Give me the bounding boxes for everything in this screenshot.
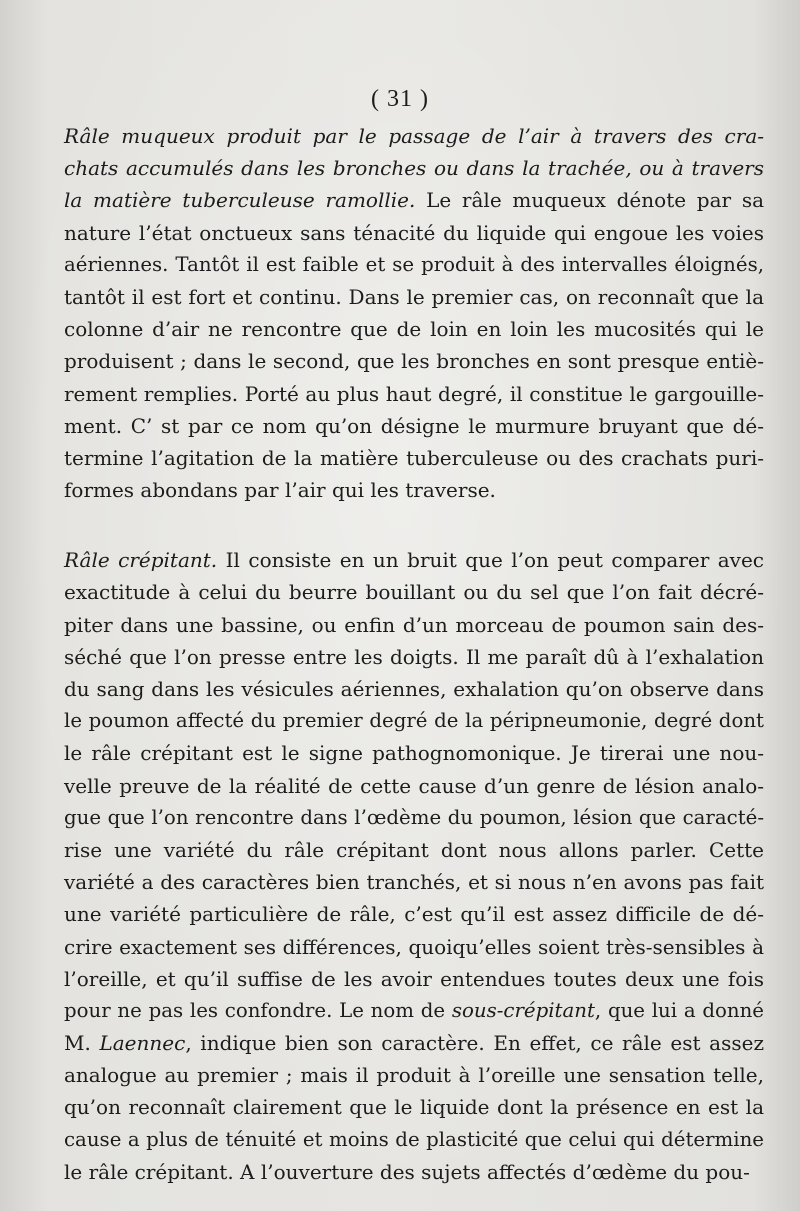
paragraph bbox=[64, 120, 764, 506]
text-line bbox=[64, 184, 764, 216]
text-run: variété a des caractères bien tranchés, et si nous n’en avons pas fait bbox=[64, 870, 764, 895]
text-run: tantôt il est fort et continu. Dans le premier cas, on reconnaît que la bbox=[64, 284, 764, 309]
text-line bbox=[64, 866, 764, 898]
text-line bbox=[64, 1156, 764, 1188]
text-line bbox=[64, 705, 764, 737]
text-run: l’oreille, et qu’il suffise de les avoir entendues toutes deux une fois bbox=[64, 966, 764, 991]
italic-text: la matière tuberculeuse ramollie. bbox=[64, 188, 416, 213]
text-line bbox=[64, 474, 764, 506]
text-run: piter dans une bassine, ou enfin d’un morceau de poumon sain des- bbox=[64, 612, 764, 637]
text-line bbox=[64, 641, 764, 673]
text-run: rise une variété du râle crépitant dont nous allons parler. Cette bbox=[64, 837, 764, 862]
text-run: aériennes. Tantôt il est faible et se produit à des intervalles éloignés, bbox=[64, 252, 764, 276]
text-line bbox=[64, 898, 764, 930]
text-line bbox=[64, 995, 764, 1027]
text-run: exactitude à celui du beurre bouillant ou du sel que l’on fait décré- bbox=[64, 580, 764, 605]
italic-text: chats accumulés dans les bronches ou dans la trachée, ou à travers bbox=[64, 156, 764, 181]
text-run: termine l’agitation de la matière tuberculeuse ou des crachats puri- bbox=[64, 445, 764, 470]
text-line bbox=[64, 609, 764, 641]
text-line bbox=[64, 737, 764, 769]
italic-text: Laennec bbox=[99, 1031, 186, 1056]
italic-text: sous-crépitant bbox=[451, 998, 595, 1022]
text-line bbox=[64, 442, 764, 474]
text-run: , indique bien son caractère. En effet, ce râle est assez bbox=[185, 1031, 764, 1056]
paragraph bbox=[64, 544, 764, 1188]
text-run: une variété particulière de râle, c’est qu’il est assez difficile de dé- bbox=[64, 902, 764, 927]
text-run: rement remplies. Porté au plus haut degré, il constitue le gargouille- bbox=[64, 381, 764, 406]
text-line bbox=[64, 1027, 764, 1059]
text-line bbox=[64, 410, 764, 442]
text-line bbox=[64, 770, 764, 802]
paragraph-gap bbox=[64, 506, 764, 544]
italic-text: Râle muqueux produit par le passage de l’air à travers des cra- bbox=[64, 124, 764, 148]
text-run: qu’on reconnaît clairement que le liquide dont la présence en est la bbox=[64, 1095, 764, 1120]
text-line bbox=[64, 576, 764, 608]
text-run: crire exactement ses différences, quoiqu’elles soient très-sensibles à bbox=[64, 934, 764, 959]
text-line bbox=[64, 931, 764, 963]
text-run: pour ne pas les confondre. Le nom de bbox=[64, 998, 452, 1022]
text-line bbox=[64, 1124, 764, 1156]
text-run: séché que l’on presse entre les doigts. Il me paraît dû à l’exhalation bbox=[64, 644, 764, 669]
text-run: nature l’état onctueux sans ténacité du liquide qui engoue les voies bbox=[64, 220, 764, 245]
text-run: gue que l’on rencontre dans l’œdème du poumon, lésion que caracté- bbox=[64, 805, 764, 829]
text-run: produisent ; dans le second, que les bronches en sont presque entiè- bbox=[64, 349, 764, 374]
text-line bbox=[64, 217, 764, 249]
text-line bbox=[64, 378, 764, 410]
text-run: M. bbox=[64, 1031, 100, 1056]
page-body bbox=[64, 120, 764, 1188]
text-line bbox=[64, 963, 764, 995]
text-run: colonne d’air ne rencontre que de loin en loin les mucosités qui le bbox=[64, 317, 764, 342]
text-line bbox=[64, 1091, 764, 1123]
text-line bbox=[64, 281, 764, 313]
text-line bbox=[64, 345, 764, 377]
text-run: le poumon affecté du premier degré de la péripneumonie, degré dont bbox=[64, 709, 764, 733]
text-line bbox=[64, 802, 764, 834]
text-run: velle preuve de la réalité de cette cause d’un genre de lésion analo- bbox=[64, 773, 764, 798]
text-run: Il consiste en un bruit que l’on peut comparer avec bbox=[217, 548, 764, 573]
text-line bbox=[64, 544, 764, 576]
text-line bbox=[64, 673, 764, 705]
page-number: ( 31 ) bbox=[371, 86, 429, 112]
text-line bbox=[64, 152, 764, 184]
text-line bbox=[64, 313, 764, 345]
text-run: analogue au premier ; mais il produit à l’oreille une sensation telle, bbox=[64, 1063, 764, 1088]
text-run: le râle crépitant. A l’ouverture des sujets affectés d’œdème du pou- bbox=[64, 1159, 750, 1184]
italic-text: Râle crépitant. bbox=[64, 548, 218, 573]
text-run: du sang dans les vésicules aériennes, exhalation qu’on observe dans bbox=[64, 677, 764, 701]
text-line bbox=[64, 1059, 764, 1091]
text-run: cause a plus de ténuité et moins de plasticité que celui qui détermine bbox=[64, 1127, 764, 1151]
text-line bbox=[64, 834, 764, 866]
text-run: le râle crépitant est le signe pathognomonique. Je tirerai une nou- bbox=[64, 741, 764, 766]
text-line bbox=[64, 120, 764, 152]
text-run: , que lui a donné bbox=[594, 998, 764, 1022]
text-run: formes abondans par l’air qui les traverse. bbox=[64, 478, 496, 503]
text-run: Le râle muqueux dénote par sa bbox=[415, 188, 765, 213]
text-run: ment. C’ st par ce nom qu’on désigne le murmure bruyant que dé- bbox=[64, 413, 764, 438]
text-line bbox=[64, 249, 764, 281]
